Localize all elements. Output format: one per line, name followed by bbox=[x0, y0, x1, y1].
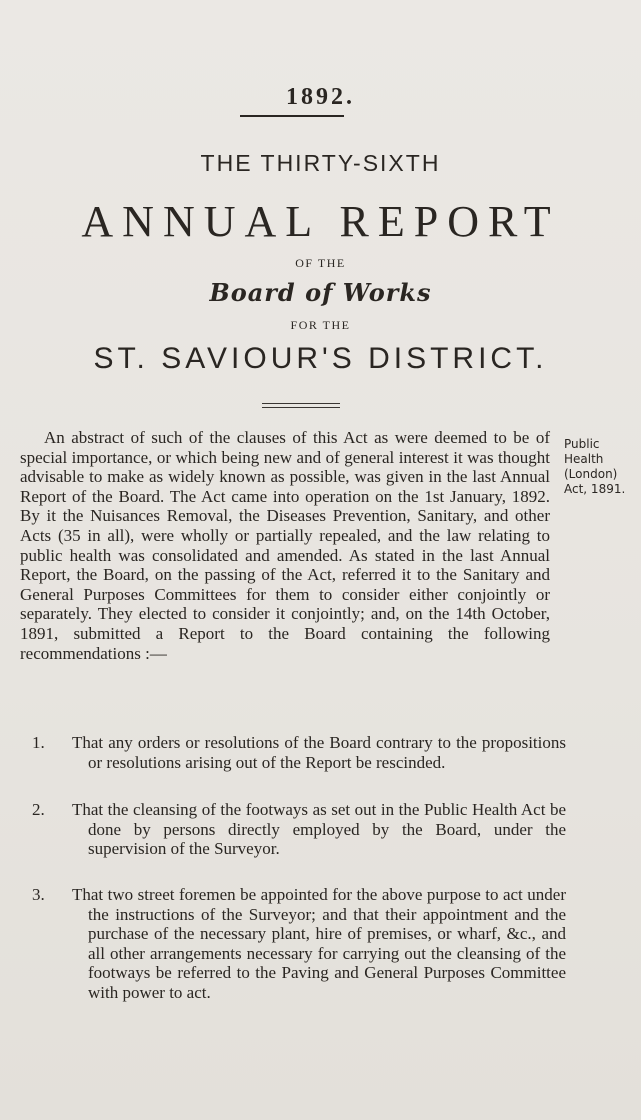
for-the-label: FOR THE bbox=[290, 318, 351, 332]
year-underline bbox=[240, 115, 344, 117]
divider-rule-bottom bbox=[262, 407, 340, 408]
recommendation-text: That two street foremen be appointed for the above purpose to act under the instructions of the Surveyor; and that their appointment and the purchase of the necessary plant, hire of premises, or wharf, &c., and all other arrangements necessary for carrying out the cleansing of the footways be referred to the Paving and General Purposes Committee with power to act. bbox=[72, 885, 566, 1002]
report-title: ANNUAL REPORT bbox=[81, 197, 560, 246]
recommendation-item bbox=[20, 885, 566, 1003]
report-year: 1892. bbox=[286, 84, 355, 110]
district-name: ST. SAVIOUR'S DISTRICT. bbox=[93, 342, 548, 375]
divider-rule-top bbox=[262, 403, 340, 404]
of-the-label: OF THE bbox=[295, 256, 346, 270]
recommendation-text: That any orders or resolutions of the Board contrary to the propositions or resolutions arising out of the Report be rescinded. bbox=[72, 733, 566, 772]
recommendation-number: 1. bbox=[32, 733, 45, 752]
board-name: Board of Works bbox=[209, 278, 432, 307]
recommendation-number: 3. bbox=[32, 885, 45, 904]
recommendation-number: 2. bbox=[32, 800, 45, 819]
recommendation-item bbox=[20, 800, 566, 859]
body-paragraph: An abstract of such of the clauses of this Act as were deemed to be of special importance, or which being new and of general interest it was thought advisable to make as widely known as possible, was given in the last Annual Report of the Board. The Act came into operation on the 1st January, 1892. By it the Nuisances Removal, the Diseases Prevention, Sanitary, and other Acts (35 in all), were wholly or partially repealed, and the law relating to public health was consolidated and amended. As stated in the last Annual Report, the Board, on the passing of the Act, referred it to the Sanitary and General Purposes Committees for them to consider either conjointly or separately. They elected to consider it conjointly; and, on the 14th October, 1891, submitted a Report to the Board containing the following recommendations :— bbox=[20, 428, 550, 663]
recommendation-item bbox=[20, 733, 566, 772]
margin-note: Public Health (London) Act, 1891. bbox=[564, 437, 626, 496]
recommendation-text: That the cleansing of the footways as set out in the Public Health Act be done by persons directly employed by the Board, under the supervision of the Surveyor. bbox=[72, 800, 566, 859]
report-ordinal: THE THIRTY-SIXTH bbox=[200, 150, 441, 176]
